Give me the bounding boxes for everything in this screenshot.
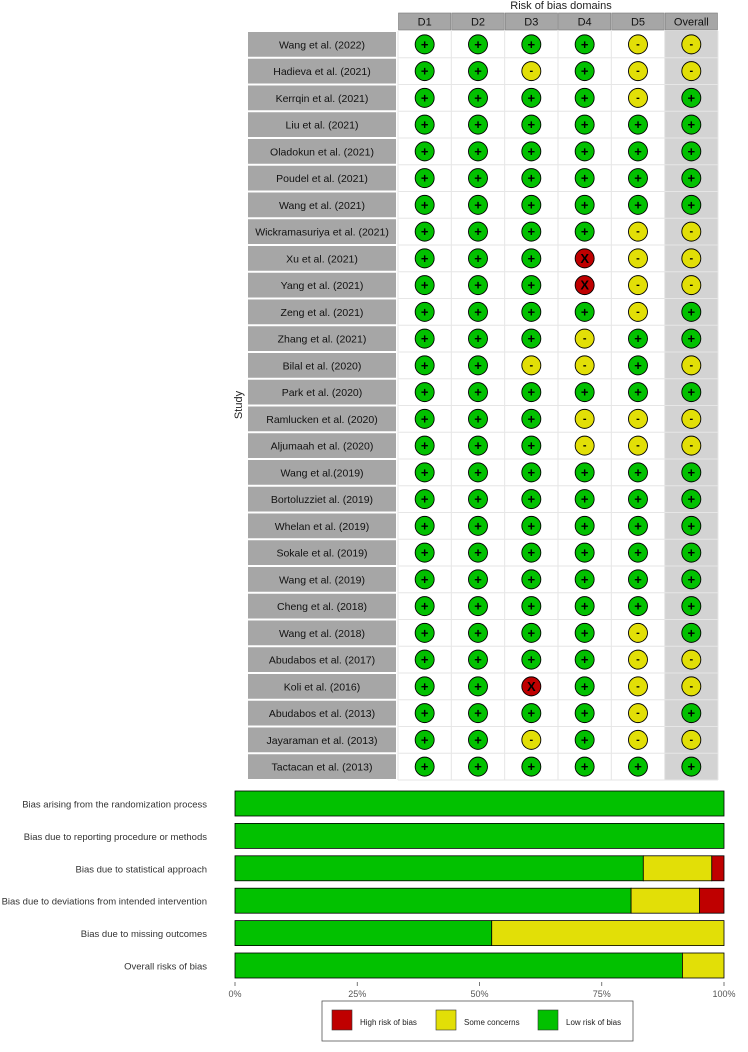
judgement-symbol: + (527, 170, 536, 186)
bar-segment-low (235, 823, 724, 848)
judgement-symbol: + (527, 250, 536, 266)
judgement-symbol: + (580, 625, 589, 641)
judgement-symbol: + (580, 652, 589, 668)
domain-header-d1: D1 (417, 16, 432, 29)
judgement-symbol: - (636, 38, 640, 51)
judgement-symbol: - (689, 38, 694, 51)
judgement-symbol: + (687, 705, 696, 721)
study-label: Jayaraman et al. (2013) (266, 734, 378, 747)
judgement-symbol: + (687, 90, 696, 106)
judgement-symbol: + (634, 331, 642, 347)
judgement-symbol: X (526, 678, 536, 694)
judgement-symbol: + (474, 143, 482, 159)
study-label: Poudel et al. (2021) (276, 173, 368, 186)
study-axis-label: Study (233, 390, 245, 420)
domain-header-d5: D5 (630, 16, 646, 29)
study-label: Park et al. (2020) (281, 387, 363, 400)
judgement-symbol: + (420, 518, 429, 534)
study-label: Wang et al. (2019) (279, 574, 365, 587)
judgement-symbol: + (527, 304, 536, 320)
judgement-symbol: - (689, 733, 694, 746)
judgement-symbol: + (474, 705, 482, 721)
judgement-symbol: + (474, 117, 482, 133)
judgement-symbol: + (527, 197, 536, 213)
judgement-symbol: + (420, 90, 429, 106)
bar-segment-low (235, 856, 643, 881)
judgement-symbol: + (420, 36, 429, 52)
legend-label-some: Some concerns (464, 1018, 520, 1027)
domain-label: Overall risks of bias (124, 961, 207, 973)
judgement-symbol: - (636, 91, 640, 104)
judgement-symbol: + (474, 170, 482, 186)
x-tick-label: 25% (348, 989, 367, 999)
judgement-symbol: + (580, 759, 589, 775)
traffic-light-body (248, 13, 718, 780)
study-label: Kerrqin et al. (2021) (275, 92, 369, 105)
study-label: Wang et al. (2021) (279, 199, 365, 212)
judgement-symbol: + (527, 411, 536, 427)
domain-label: Bias due to statistical approach (75, 864, 207, 876)
judgement-symbol: + (634, 464, 642, 480)
judgement-symbol: + (474, 224, 482, 240)
judgement-symbol: + (527, 36, 536, 52)
judgement-symbol: + (420, 705, 429, 721)
summary-bar-body (2, 791, 736, 1041)
judgement-symbol: + (580, 384, 589, 400)
study-label: Zhang et al. (2021) (277, 333, 367, 346)
judgement-symbol: + (420, 357, 429, 373)
judgement-symbol: + (687, 545, 696, 561)
judgement-symbol: X (580, 277, 589, 293)
judgement-symbol: + (634, 117, 642, 133)
judgement-symbol: + (580, 224, 589, 240)
judgement-symbol: + (687, 464, 696, 480)
judgement-symbol: + (420, 759, 429, 775)
judgement-symbol: - (529, 733, 534, 746)
study-label: Oladokun et al. (2021) (270, 146, 374, 159)
judgement-symbol: + (580, 197, 589, 213)
judgement-symbol: + (420, 170, 429, 186)
bar-segment-some (643, 856, 711, 881)
judgement-symbol: + (580, 464, 589, 480)
study-label: Yang et al. (2021) (280, 280, 364, 293)
judgement-symbol: + (634, 545, 642, 561)
judgement-symbol: + (634, 759, 642, 775)
judgement-symbol: + (580, 170, 589, 186)
judgement-symbol: + (474, 678, 482, 694)
judgement-symbol: - (529, 359, 534, 372)
study-label: Wickramasuriya et al. (2021) (255, 226, 389, 239)
judgement-symbol: + (634, 197, 642, 213)
domain-header-d4: D4 (577, 16, 592, 29)
judgement-symbol: + (580, 143, 589, 159)
judgement-symbol: + (474, 438, 482, 454)
judgement-symbol: - (689, 359, 694, 372)
judgement-symbol: + (420, 384, 429, 400)
judgement-symbol: + (687, 143, 696, 159)
judgement-symbol: + (687, 197, 696, 213)
bar-segment-low (235, 791, 724, 816)
judgement-symbol: + (420, 250, 429, 266)
judgement-symbol: + (687, 117, 696, 133)
judgement-symbol: + (634, 143, 642, 159)
judgement-symbol: + (687, 625, 696, 641)
x-tick-label: 0% (228, 989, 242, 999)
judgement-symbol: - (636, 305, 640, 318)
judgement-symbol: + (687, 759, 696, 775)
judgement-symbol: + (420, 652, 429, 668)
judgement-symbol: + (474, 491, 482, 507)
judgement-symbol: + (687, 571, 696, 587)
bar-segment-some (492, 921, 724, 946)
judgement-symbol: - (636, 439, 640, 452)
bar-segment-some (631, 888, 699, 913)
domain-header-d2: D2 (470, 16, 486, 29)
judgement-symbol: + (580, 678, 589, 694)
study-label: Koli et al. (2016) (283, 681, 361, 694)
judgement-symbol: + (687, 491, 696, 507)
study-label: Xu et al. (2021) (286, 253, 358, 266)
judgement-symbol: - (689, 279, 694, 292)
study-label: Tactacan et al. (2013) (271, 761, 373, 774)
judgement-symbol: + (420, 571, 429, 587)
judgement-symbol: + (527, 464, 536, 480)
judgement-symbol: + (580, 571, 589, 587)
judgement-symbol: - (582, 412, 587, 425)
judgement-symbol: + (420, 143, 429, 159)
domain-label: Bias due to missing outcomes (80, 929, 207, 941)
judgement-symbol: - (582, 359, 587, 372)
judgement-symbol: + (420, 331, 429, 347)
study-label: Bortoluzziet al. (2019) (270, 494, 374, 507)
judgement-symbol: + (580, 598, 589, 614)
judgement-symbol: - (636, 252, 640, 265)
judgement-symbol: - (636, 225, 640, 238)
study-label: Aljumaah et al. (2020) (270, 440, 374, 453)
judgement-symbol: + (420, 197, 429, 213)
judgement-symbol: + (634, 491, 642, 507)
judgement-symbol: + (527, 545, 536, 561)
judgement-symbol: + (527, 598, 536, 614)
judgement-symbol: + (420, 277, 429, 293)
judgement-symbol: + (580, 304, 589, 320)
judgement-symbol: + (527, 384, 536, 400)
judgement-symbol: - (689, 680, 694, 693)
bar-segment-low (235, 921, 492, 946)
judgement-symbol: + (474, 598, 482, 614)
study-label: Sokale et al. (2019) (276, 547, 368, 560)
judgement-symbol: + (580, 545, 589, 561)
judgement-symbol: + (474, 277, 482, 293)
study-label: Liu et al. (2021) (285, 119, 359, 132)
judgement-symbol: + (420, 545, 429, 561)
judgement-symbol: + (580, 117, 589, 133)
domain-header-overall: Overall (673, 16, 709, 29)
bar-segment-high (700, 888, 724, 913)
judgement-symbol: - (689, 65, 694, 78)
judgement-symbol: + (634, 384, 642, 400)
judgement-symbol: + (420, 464, 429, 480)
judgement-symbol: + (420, 598, 429, 614)
legend-swatch-high (332, 1010, 352, 1030)
judgement-symbol: + (420, 678, 429, 694)
judgement-symbol: + (474, 759, 482, 775)
judgement-symbol: + (580, 518, 589, 534)
judgement-symbol: - (689, 412, 694, 425)
judgement-symbol: + (474, 197, 482, 213)
x-tick-label: 100% (712, 989, 736, 999)
study-label: Bilal et al. (2020) (282, 360, 362, 373)
judgement-symbol: - (582, 439, 587, 452)
study-label: Zeng et al. (2021) (280, 306, 364, 319)
judgement-symbol: - (689, 439, 694, 452)
bar-segment-high (712, 856, 724, 881)
judgement-symbol: + (474, 63, 482, 79)
judgement-symbol: - (636, 279, 640, 292)
judgement-symbol: + (474, 304, 482, 320)
judgement-symbol: - (636, 65, 640, 78)
judgement-symbol: + (474, 331, 482, 347)
judgement-symbol: + (527, 491, 536, 507)
judgement-symbol: - (636, 412, 640, 425)
study-label: Wang et al.(2019) (280, 467, 364, 480)
domain-label: Bias due to deviations from intended intervention (1, 896, 207, 908)
judgement-symbol: + (580, 732, 589, 748)
judgement-symbol: - (582, 332, 587, 345)
legend-label-low: Low risk of bias (566, 1018, 622, 1027)
judgement-symbol: + (634, 357, 642, 373)
judgement-symbol: + (687, 170, 696, 186)
judgement-symbol: + (420, 304, 429, 320)
judgement-symbol: + (474, 732, 482, 748)
judgement-symbol: + (527, 277, 536, 293)
judgement-symbol: + (527, 438, 536, 454)
judgement-symbol: - (636, 680, 640, 693)
judgement-symbol: + (420, 117, 429, 133)
traffic-light-plot (233, 0, 718, 780)
judgement-symbol: + (527, 518, 536, 534)
judgement-symbol: + (527, 117, 536, 133)
judgement-symbol: + (527, 571, 536, 587)
judgement-symbol: + (634, 518, 642, 534)
judgement-symbol: - (529, 65, 534, 78)
study-label: Abudabos et al. (2017) (268, 654, 376, 667)
judgement-symbol: - (636, 733, 640, 746)
legend-swatch-low (538, 1010, 558, 1030)
judgement-symbol: + (527, 625, 536, 641)
x-tick-label: 75% (592, 989, 611, 999)
study-label: Wang et al. (2018) (279, 627, 365, 640)
judgement-symbol: X (580, 250, 589, 266)
judgement-symbol: + (527, 652, 536, 668)
judgement-symbol: + (420, 732, 429, 748)
domains-title: Risk of bias domains (510, 0, 612, 12)
judgement-symbol: + (580, 491, 589, 507)
judgement-symbol: + (474, 545, 482, 561)
legend-swatch-some (436, 1010, 456, 1030)
judgement-symbol: - (689, 252, 694, 265)
judgement-symbol: + (634, 170, 642, 186)
bar-segment-low (235, 888, 631, 913)
judgement-symbol: + (474, 357, 482, 373)
judgement-symbol: + (420, 438, 429, 454)
summary-bar-plot (2, 791, 736, 1041)
study-label: Hadieva et al. (2021) (273, 66, 371, 79)
judgement-symbol: + (420, 411, 429, 427)
judgement-symbol: + (687, 598, 696, 614)
study-label: Abudabos et al. (2013) (268, 708, 376, 721)
judgement-symbol: + (580, 90, 589, 106)
judgement-symbol: + (420, 224, 429, 240)
bar-segment-some (682, 953, 724, 978)
judgement-symbol: + (420, 625, 429, 641)
domain-label: Bias due to reporting procedure or methods (23, 831, 207, 843)
bar-segment-low (235, 953, 682, 978)
judgement-symbol: + (687, 304, 696, 320)
judgement-symbol: + (687, 518, 696, 534)
judgement-symbol: + (474, 652, 482, 668)
judgement-symbol: + (527, 224, 536, 240)
judgement-symbol: + (474, 464, 482, 480)
judgement-symbol: + (634, 598, 642, 614)
judgement-symbol: - (689, 653, 694, 666)
domain-label: Bias arising from the randomization process (22, 799, 207, 811)
judgement-symbol: + (420, 63, 429, 79)
judgement-symbol: + (474, 411, 482, 427)
judgement-symbol: + (474, 90, 482, 106)
judgement-symbol: + (527, 90, 536, 106)
judgement-symbol: - (636, 707, 640, 720)
legend-label-high: High risk of bias (360, 1018, 417, 1027)
judgement-symbol: + (420, 491, 429, 507)
judgement-symbol: + (527, 759, 536, 775)
judgement-symbol: + (527, 705, 536, 721)
study-label: Ramlucken et al. (2020) (266, 413, 378, 426)
judgement-symbol: + (687, 384, 696, 400)
judgement-symbol: - (636, 653, 640, 666)
x-tick-label: 50% (470, 989, 489, 999)
judgement-symbol: + (474, 518, 482, 534)
judgement-symbol: + (474, 625, 482, 641)
judgement-symbol: + (474, 571, 482, 587)
study-label: Whelan et al. (2019) (274, 520, 370, 533)
judgement-symbol: - (636, 626, 640, 639)
judgement-symbol: + (474, 36, 482, 52)
judgement-symbol: + (580, 36, 589, 52)
judgement-symbol: + (527, 331, 536, 347)
study-label: Wang et al. (2022) (279, 39, 365, 52)
judgement-symbol: + (634, 571, 642, 587)
domain-header-d3: D3 (524, 16, 539, 29)
judgement-symbol: + (527, 143, 536, 159)
judgement-symbol: - (689, 225, 694, 238)
judgement-symbol: + (580, 63, 589, 79)
judgement-symbol: + (687, 331, 696, 347)
study-label: Cheng et al. (2018) (277, 601, 367, 614)
judgement-symbol: + (474, 384, 482, 400)
judgement-symbol: + (474, 250, 482, 266)
judgement-symbol: + (580, 705, 589, 721)
